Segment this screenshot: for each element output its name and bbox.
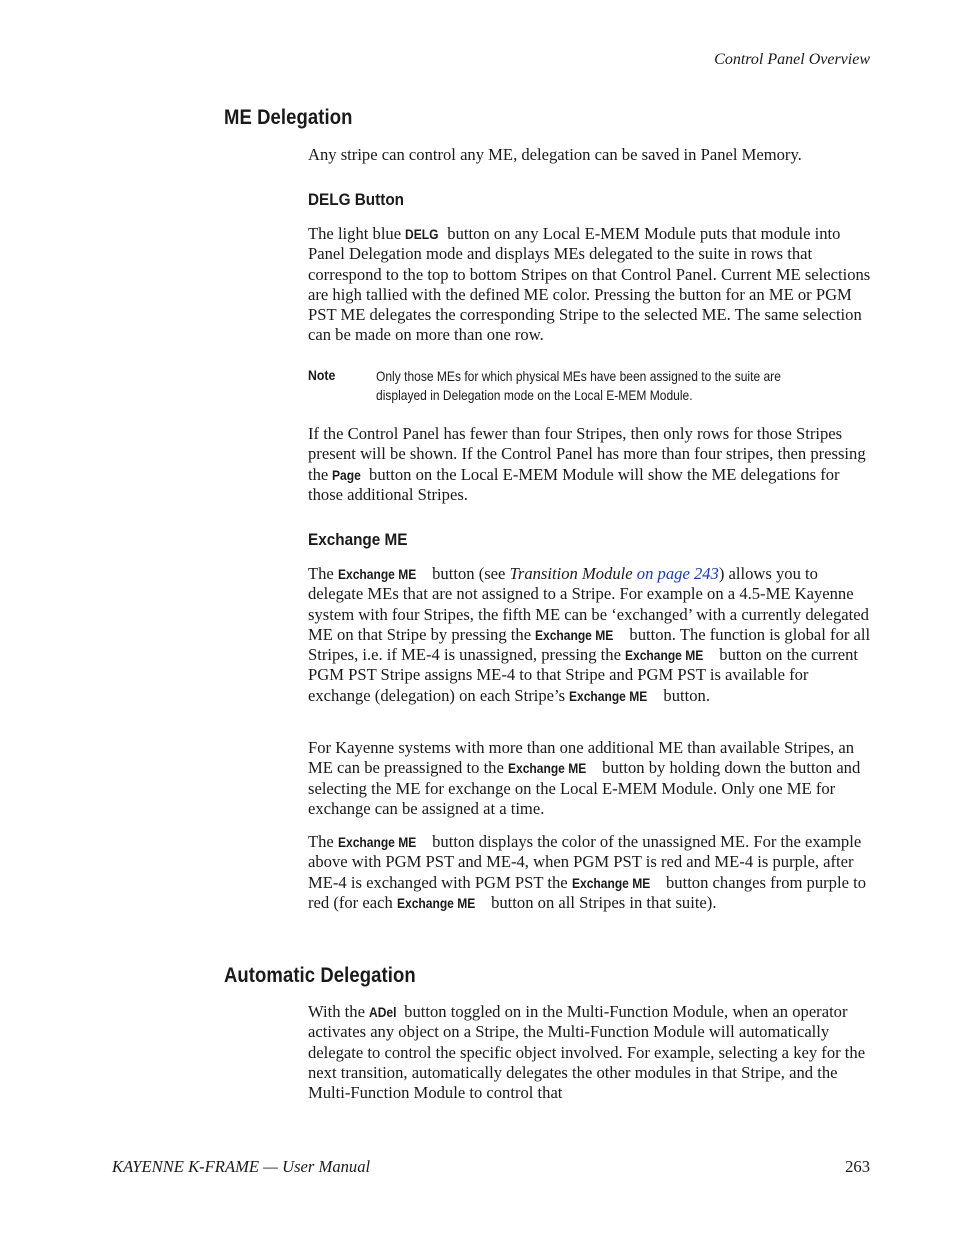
section-heading-me-delegation: ME Delegation — [224, 106, 353, 129]
exchange-me-button-label: Exchange ME — [571, 874, 651, 891]
footer-manual-title: KAYENNE K-FRAME — User Manual — [112, 1157, 371, 1176]
exchange-me-button-label: Exchange ME — [625, 647, 704, 664]
exchange-me-button-label: Exchange ME — [337, 834, 417, 850]
exchange-me-button-label: Exchange ME — [507, 760, 587, 777]
exchange-me-button-label: Exchange ME — [569, 687, 648, 704]
delg-paragraph-1: The light blue DELG button on any Local E-MEM Module puts that module into Panel Delegation mode and displays MEs delegated to the suite in rows that correspond to the top to bottom Stripes on that Control Panel. Current ME selections are high tallied with the defined ME color. Pressing the button for an ME or PGM PST ME delegates the corresponding Stripe to the selected ME. The same selection can be made on more than one row. — [308, 224, 871, 345]
xref-transition-module: Transition Module — [509, 564, 633, 583]
me-delegation-intro — [308, 145, 873, 165]
adel-button-label: ADel — [369, 1004, 397, 1020]
exchange-me-button-label: Exchange ME — [337, 566, 417, 582]
exchange-me-button-label: Exchange ME — [396, 894, 476, 911]
running-header: Control Panel Overview — [714, 51, 870, 68]
subheading-delg-button: DELG Button — [308, 190, 405, 209]
note-label: Note — [308, 367, 336, 383]
intro-paragraph: Any stripe can control any ME, delegation can be saved in Panel Memory. — [308, 145, 802, 164]
exchange-paragraph-1: The Exchange ME button (see Transition Module on page 243) allows you to delegate MEs that are not assigned to a Stripe. For example on a 4.5-ME Kayenne system with four Stripes, the fifth ME can be ‘exchanged’ with a currently delegated ME on that Stripe by pressing the Exchange ME button. The function is global for all Stripes, i.e. if ME-4 is unassigned, pressing the Exchange ME button on the current PGM PST Stripe assigns ME-4 to that Stripe and PGM PST is available for exchange (delegation) on each Stripe’s Exchange ME button. — [308, 564, 871, 705]
note-text: Only those MEs for which physical MEs have been assigned to the suite are displayed in Delegation mode on the Local E-MEM Module. — [376, 368, 781, 403]
footer-page-number: 263 — [845, 1157, 870, 1176]
delg-paragraph-2: If the Control Panel has fewer than four Stripes, then only rows for those Stripes present will be shown. If the Control Panel has more than four stripes, then pressing the Page button on the Local E-MEM Module will show the ME delegations for those additional Stripes. — [308, 424, 866, 504]
delg-button-label: DELG — [405, 226, 439, 242]
exchange-paragraph-2: For Kayenne systems with more than one additional ME than available Stripes, an ME can be preassigned to the Exchange ME button by holding down the button and selecting the ME for exchange on the Local E-MEM Module. Only one ME for exchange can be assigned at a time. — [308, 738, 861, 818]
exchange-me-button-label: Exchange ME — [535, 626, 614, 643]
section-heading-automatic-delegation: Automatic Delegation — [224, 964, 416, 987]
page-button-label: Page — [332, 466, 362, 483]
auto-delegation-paragraph: With the ADel button toggled on in the Multi-Function Module, when an operator activates any object on a Stripe, the Multi-Function Module will automatically delegate to control the specific object involved. For example, selecting a key for the next transition, automatically delegates the other modules in that Stripe, and the Multi-Function Module to control that — [308, 1002, 866, 1103]
exchange-paragraph-3: The Exchange ME button displays the color of the unassigned ME. For the example above with PGM PST and ME-4, when PGM PST is red and ME-4 is purple, after ME-4 is exchanged with PGM PST the Exchange ME button changes from purple to red (for each Exchange ME button on all Stripes in that suite). — [308, 832, 866, 912]
page-link-243[interactable]: on page 243 — [632, 564, 719, 583]
subheading-exchange-me: Exchange ME — [308, 530, 408, 549]
